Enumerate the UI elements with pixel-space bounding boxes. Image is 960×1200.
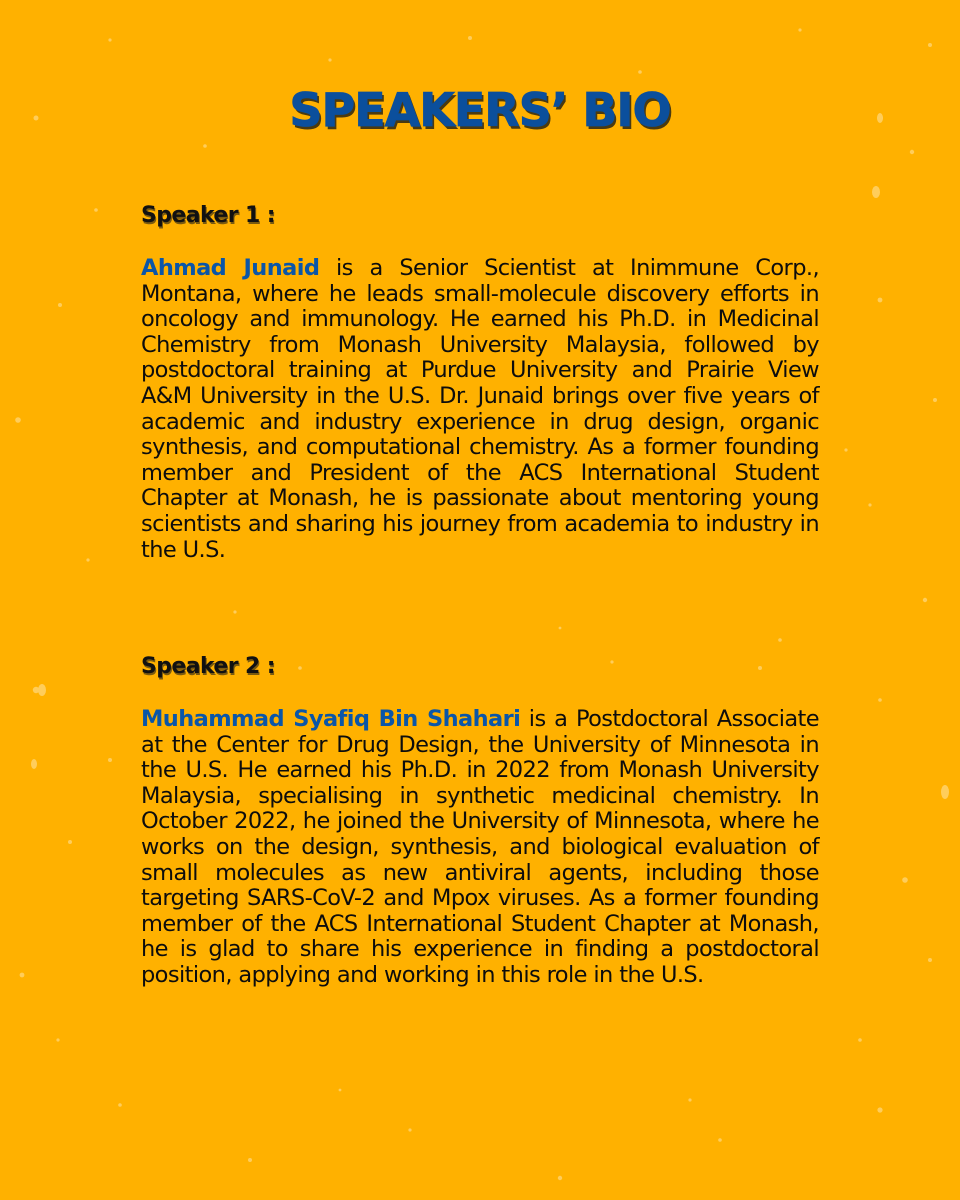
speaker-1-heading: Speaker 1 : [141,203,275,228]
speaker-1-name: Ahmad Junaid [141,255,320,281]
speaker-1-bio [141,256,819,563]
speaker-2-bio-text: is a Postdoctoral Associate at the Center for Drug Design, the University of Minnesota in the U.S. He earned his Ph.D. in 2022 from Monash University Malaysia, specialising in synthetic medicinal chemistry. In October 2022, he joined the University of Minnesota, where he works on the design, synthesis, and biological evaluation of small molecules as new antiviral agents, including those targeting SARS-CoV-2 and Mpox viruses. As a former founding member of the ACS International Student Chapter at Monash, he is glad to share his experience in finding a postdoctoral position, applying and working in this role in the U.S. [141,706,819,988]
speaker-2-name: Muhammad Syafiq Bin Shahari [141,706,521,732]
speaker-2-bio [141,707,819,989]
speaker-1-bio-text: is a Senior Scientist at Inimmune Corp., Montana, where he leads small-molecule discovery efforts in oncology and immunology. He earned his Ph.D. in Medicinal Chemistry from Monash University Malaysia, followed by postdoctoral training at Purdue University and Prairie View A&M University in the U.S. Dr. Junaid brings over five years of academic and industry experience in drug design, organic synthesis, and computational chemistry. As a former founding member and President of the ACS International Student Chapter at Monash, he is passionate about mentoring young scientists and sharing his journey from academia to industry in the U.S. [141,255,819,563]
page-title: SPEAKERS’ BIO [289,83,671,137]
speaker-2-section [141,653,819,989]
speaker-2-heading: Speaker 2 : [141,654,275,679]
speaker-1-section [141,202,819,563]
